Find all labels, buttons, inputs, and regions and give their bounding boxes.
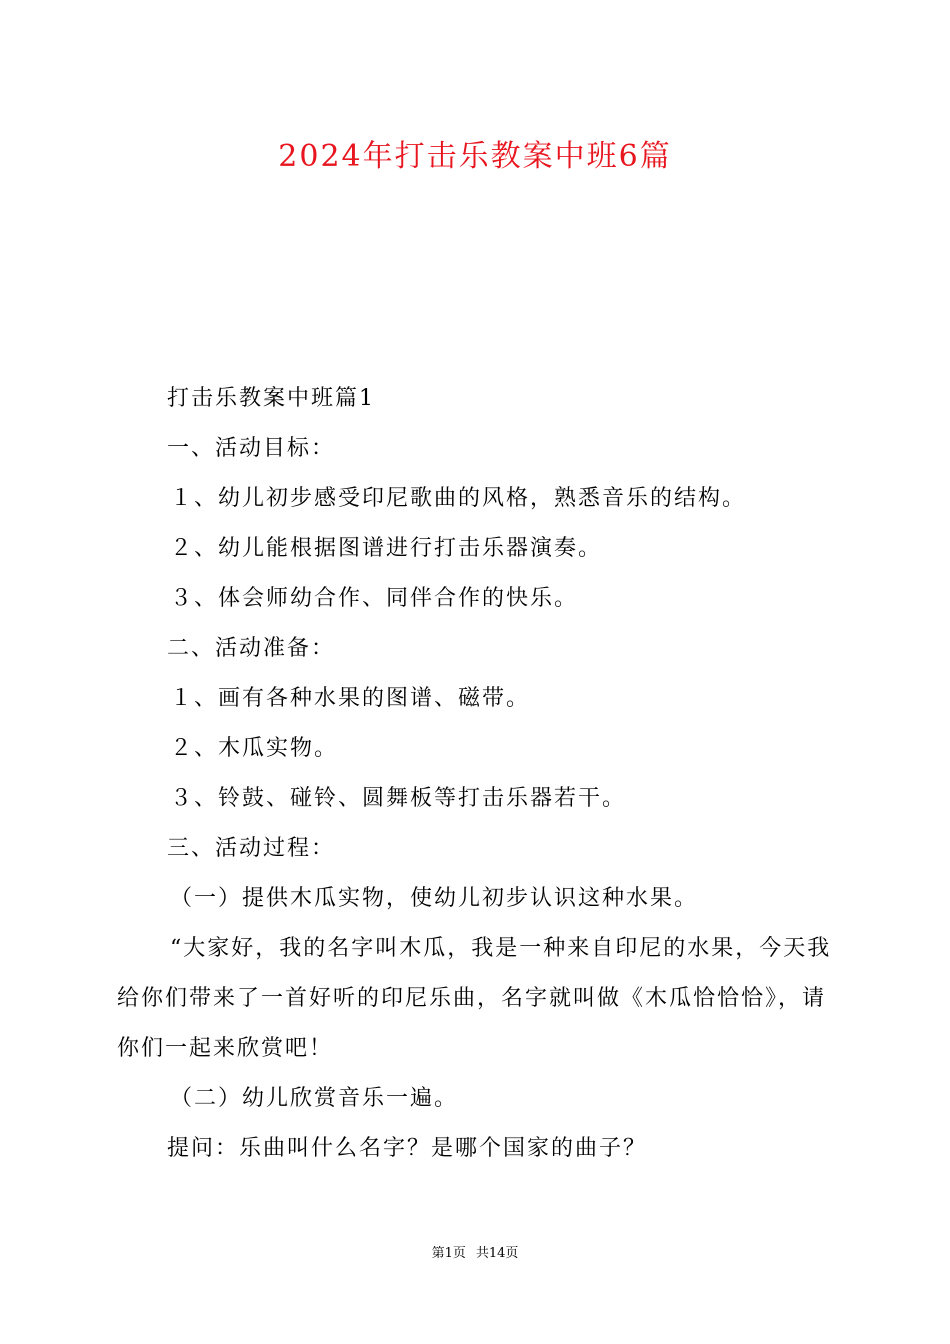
paragraph-preparation-2: ２、木瓜实物。 xyxy=(170,736,339,761)
page-number: 第1页 xyxy=(431,1246,466,1261)
paragraph-goals-heading: 一、活动目标： xyxy=(167,436,336,461)
paragraph-preparation-3: ３、铃鼓、碰铃、圆舞板等打击乐器若干。 xyxy=(170,786,627,811)
paragraph-goal-1: １、幼儿初步感受印尼歌曲的风格，熟悉音乐的结构。 xyxy=(170,486,747,511)
page-footer xyxy=(0,1244,950,1264)
paragraph-papaya-intro: “大家好，我的名字叫木瓜，我是一种来自印尼的水果，今天我给你们带来了一首好听的印尼乐曲，名字就叫做《木瓜恰恰恰》，请你们一起来欣赏吧！ xyxy=(117,936,832,1061)
paragraph-preparation-heading: 二、活动准备： xyxy=(167,636,336,661)
paragraph-process-heading: 三、活动过程： xyxy=(167,836,336,861)
paragraph-preparation-1: １、画有各种水果的图谱、磁带。 xyxy=(170,686,531,711)
paragraph-goal-3: ３、体会师幼合作、同伴合作的快乐。 xyxy=(170,586,579,611)
paragraph-section-heading: 打击乐教案中班篇1 xyxy=(167,386,375,411)
document-title: 2024年打击乐教案中班6篇 xyxy=(278,139,672,174)
paragraph-question: 提问：乐曲叫什么名字？是哪个国家的曲子？ xyxy=(167,1136,648,1161)
document-body xyxy=(117,374,837,1174)
paragraph-process-step-2: （二）幼儿欣赏音乐一遍。 xyxy=(170,1086,459,1111)
page-total: 共14页 xyxy=(475,1246,519,1261)
paragraph-goal-2: ２、幼儿能根据图谱进行打击乐器演奏。 xyxy=(170,536,603,561)
paragraph-process-step-1: （一）提供木瓜实物，使幼儿初步认识这种水果。 xyxy=(170,886,699,911)
